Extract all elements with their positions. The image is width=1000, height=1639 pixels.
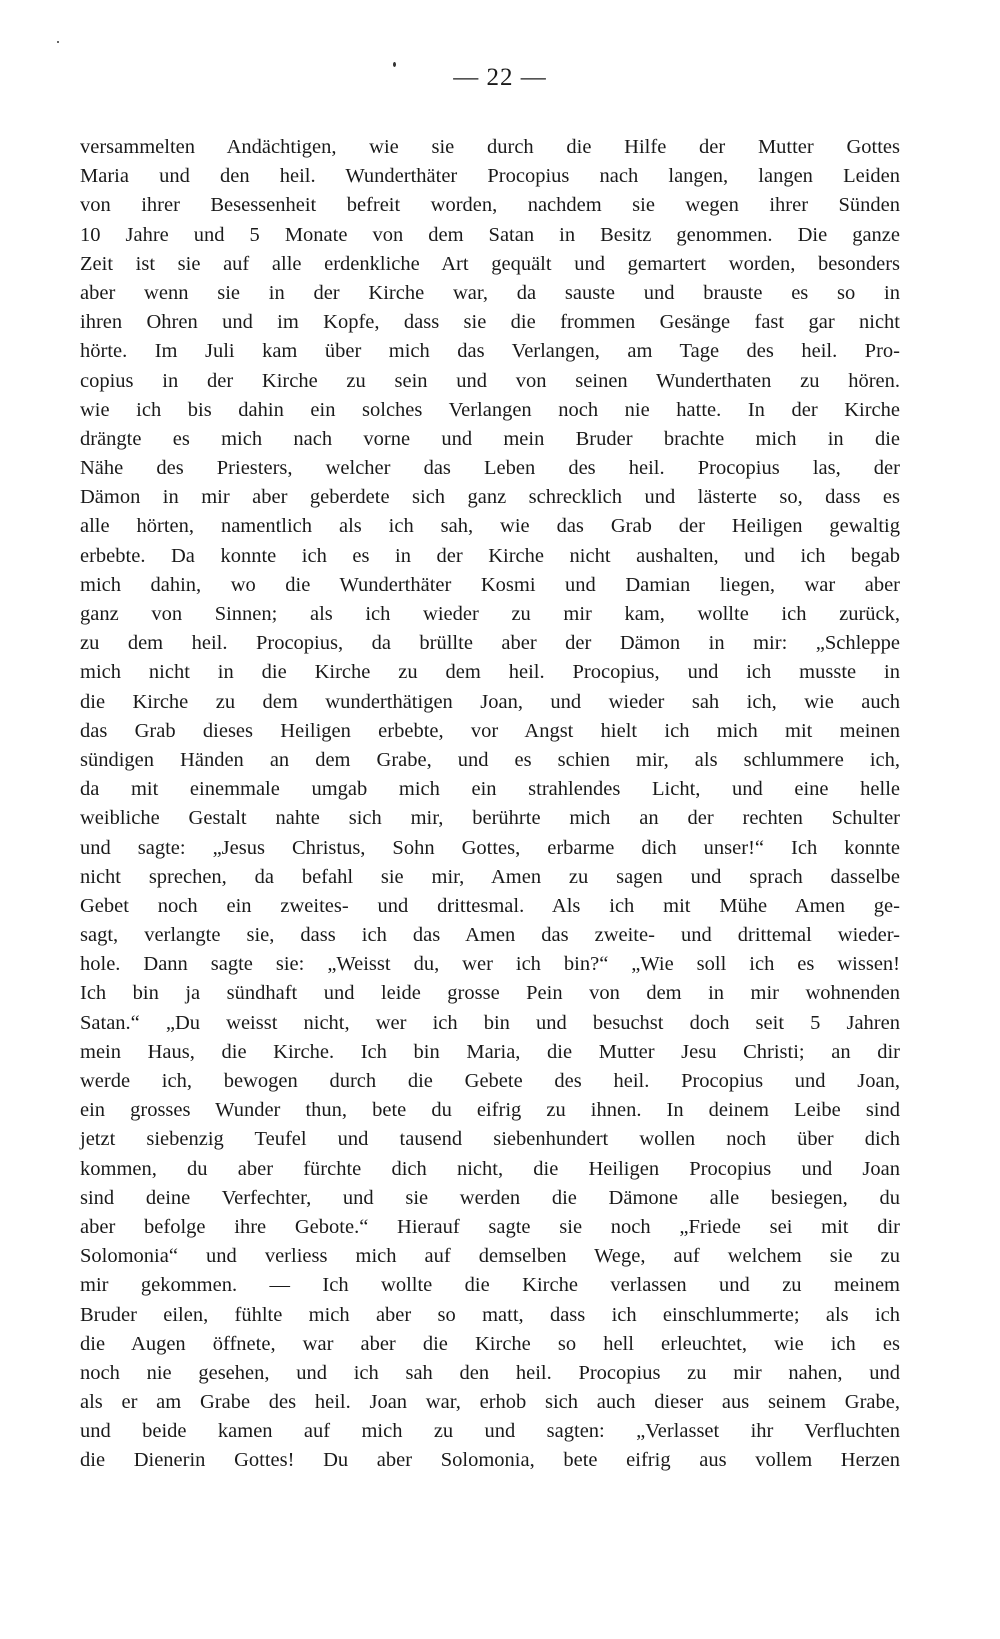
text-line: von ihrer Besessenheit befreit worden, nachdem sie wegen ihrer Sünden — [80, 194, 900, 217]
text-line: weibliche Gestalt nahte sich mir, berührte mich an der rechten Schulter — [80, 807, 900, 830]
text-line: da mit einemmale umgab mich ein strahlendes Licht, und eine helle — [80, 778, 900, 801]
text-line: Solomonia“ und verliess mich auf demselben Wege, auf welchem sie zu — [80, 1245, 900, 1268]
text-line: aber wenn sie in der Kirche war, da sauste und brauste es so in — [80, 281, 900, 304]
text-line: das Grab dieses Heiligen erbebte, vor Angst hielt ich mich mit meinen — [80, 719, 900, 742]
text-line: jetzt siebenzig Teufel und tausend siebenhundert wollen noch über dich — [80, 1128, 900, 1151]
text-line: copius in der Kirche zu sein und von seinen Wunderthaten zu hören. — [80, 369, 900, 392]
text-line: und sagte: „Jesus Christus, Sohn Gottes, erbarme dich unser!“ Ich konnte — [80, 836, 900, 859]
text-line: Nähe des Priesters, welcher das Leben des heil. Procopius las, der — [80, 457, 900, 480]
text-line: Bruder eilen, fühlte mich aber so matt, dass ich einschlummerte; als ich — [80, 1303, 900, 1326]
text-line: ihren Ohren und im Kopfe, dass sie die frommen Gesänge fast gar nicht — [80, 311, 900, 334]
text-line: drängte es mich nach vorne und mein Bruder brachte mich in die — [80, 427, 900, 450]
text-line: wie ich bis dahin ein solches Verlangen noch nie hatte. In der Kirche — [80, 398, 900, 421]
text-line: werde ich, bewogen durch die Gebete des heil. Procopius und Joan, — [80, 1070, 900, 1092]
text-line: erbebte. Da konnte ich es in der Kirche nicht aushalten, und ich begab — [80, 544, 900, 567]
text-line: aber befolge ihre Gebote.“ Hierauf sagte sie noch „Friede sei mit dir — [80, 1215, 900, 1238]
text-line: Gebet noch ein zweites- und drittesmal. Als ich mit Mühe Amen ge- — [80, 894, 900, 917]
text-line: Dämon in mir aber geberdete sich ganz schrecklich und lästerte so, dass es — [80, 486, 900, 509]
body-text — [80, 133, 900, 1476]
text-line: mir gekommen. — Ich wollte die Kirche verlassen und zu meinem — [80, 1274, 900, 1297]
text-line: hörte. Im Juli kam über mich das Verlangen, am Tage des heil. Pro- — [80, 340, 900, 363]
text-line: sündigen Händen an dem Grabe, und es schien mir, als schlummere ich, — [80, 748, 900, 771]
text-line: nicht sprechen, da befahl sie mir, Amen zu sagen und sprach dasselbe — [80, 865, 900, 888]
text-line: mich dahin, wo die Wunderthäter Kosmi und Damian liegen, war aber — [80, 573, 900, 596]
text-line: mich nicht in die Kirche zu dem heil. Procopius, und ich musste in — [80, 661, 900, 684]
text-line: ganz von Sinnen; als ich wieder zu mir kam, wollte ich zurück, — [80, 603, 900, 625]
text-line: kommen, du aber fürchte dich nicht, die Heiligen Procopius und Joan — [80, 1157, 900, 1180]
text-line: Zeit ist sie auf alle erdenkliche Art gequält und gemartert worden, besonders — [80, 252, 900, 275]
text-line: und beide kamen auf mich zu und sagten: „Verlasset ihr Verfluchten — [80, 1420, 900, 1443]
page-number: — 22 — — [453, 64, 547, 91]
text-line: versammelten Andächtigen, wie sie durch die Hilfe der Mutter Gottes — [80, 136, 900, 158]
text-line: noch nie gesehen, und ich sah den heil. Procopius zu mir nahen, und — [80, 1361, 900, 1384]
text-line: Ich bin ja sündhaft und leide grosse Pein von dem in mir wohnenden — [80, 982, 900, 1005]
text-line: als er am Grabe des heil. Joan war, erhob sich auch dieser aus seinem Grabe, — [80, 1391, 900, 1414]
text-line: zu dem heil. Procopius, da brüllte aber der Dämon in mir: „Schleppe — [80, 632, 900, 655]
text-line: mein Haus, die Kirche. Ich bin Maria, die Mutter Jesu Christi; an dir — [80, 1040, 900, 1063]
text-line: alle hörten, namentlich als ich sah, wie das Grab der Heiligen gewaltig — [80, 515, 900, 538]
text-line: hole. Dann sagte sie: „Weisst du, wer ich bin?“ „Wie soll ich es wissen! — [80, 953, 900, 976]
text-line: Satan.“ „Du weisst nicht, wer ich bin und besuchst doch seit 5 Jahren — [80, 1011, 900, 1034]
text-line: ein grosses Wunder thun, bete du eifrig zu ihnen. In deinem Leibe sind — [80, 1099, 900, 1122]
text-line: 10 Jahre und 5 Monate von dem Satan in Besitz genommen. Die ganze — [80, 223, 900, 246]
text-line: die Kirche zu dem wunderthätigen Joan, und wieder sah ich, wie auch — [80, 690, 900, 713]
paper-speck — [57, 41, 59, 43]
text-line: sagt, verlangte sie, dass ich das Amen das zweite- und drittemal wieder- — [80, 924, 900, 947]
text-line: sind deine Verfechter, und sie werden die Dämone alle besiegen, du — [80, 1186, 900, 1209]
text-line: die Augen öffnete, war aber die Kirche so hell erleuchtet, wie ich es — [80, 1332, 900, 1355]
text-line: die Dienerin Gottes! Du aber Solomonia, bete eifrig aus vollem Herzen — [80, 1449, 900, 1472]
text-line: Maria und den heil. Wunderthäter Procopius nach langen, langen Leiden — [80, 165, 900, 188]
